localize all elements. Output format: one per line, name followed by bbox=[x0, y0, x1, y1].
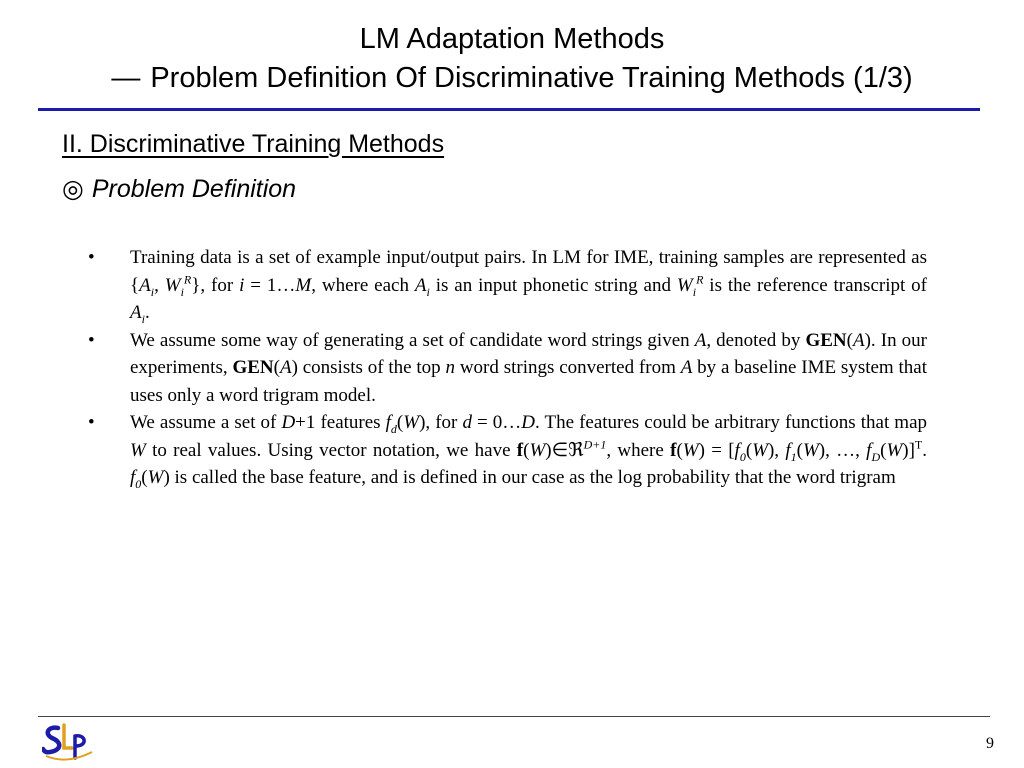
text-run: ) = [ bbox=[698, 439, 735, 461]
math-var: A bbox=[414, 274, 427, 296]
math-sub: i bbox=[692, 284, 697, 299]
title-divider bbox=[38, 108, 980, 111]
text-run: by a baseline IME system that uses only a word trigram model. bbox=[130, 357, 928, 406]
bullet-dot-icon: • bbox=[88, 247, 95, 268]
text-run: word strings converted from bbox=[455, 357, 681, 378]
math-var: f bbox=[130, 467, 136, 488]
math-sub: 0 bbox=[739, 449, 746, 464]
text-run: ), for bbox=[419, 412, 463, 433]
text-run: )] bbox=[902, 439, 915, 461]
math-var: A bbox=[694, 329, 707, 351]
text-run: ), …, bbox=[818, 439, 867, 461]
math-var: A bbox=[279, 357, 292, 378]
text-run: , where bbox=[606, 439, 671, 461]
math-var: W bbox=[403, 412, 420, 433]
text-run: We assume some way of generating a set of candidate word strings given bbox=[130, 329, 695, 351]
math-var: W bbox=[752, 439, 768, 461]
slide-title-line2: Problem Definition Of Discriminative Training Methods (1/3) bbox=[150, 62, 913, 94]
text-run: is the reference transcript of bbox=[703, 274, 927, 296]
text-run: , where each bbox=[311, 274, 415, 296]
bullet-item bbox=[85, 244, 927, 327]
text-run: . bbox=[922, 439, 928, 461]
math-bold: GEN bbox=[232, 357, 274, 378]
math-var: D bbox=[281, 412, 296, 433]
math-var: f bbox=[734, 439, 740, 461]
subsection-heading-text: Problem Definition bbox=[91, 175, 297, 203]
text-run: ( bbox=[141, 467, 148, 488]
math-var: W bbox=[802, 439, 819, 461]
slide-title-line1: LM Adaptation Methods bbox=[359, 23, 665, 55]
bullet-item bbox=[85, 327, 927, 410]
bullet-dot-icon: • bbox=[88, 412, 95, 433]
math-var: d bbox=[462, 412, 472, 433]
math-var: i bbox=[239, 274, 245, 296]
math-var: W bbox=[886, 439, 903, 461]
double-circle-icon: ◎ bbox=[62, 175, 84, 203]
text-run: ( bbox=[880, 439, 887, 461]
text-run: . The features could be arbitrary functions that map bbox=[535, 412, 928, 433]
text-run: ( bbox=[676, 439, 683, 461]
text-run: . bbox=[144, 302, 150, 323]
math-var: f bbox=[866, 439, 872, 461]
footer-divider bbox=[38, 716, 990, 717]
math-var: A bbox=[130, 302, 142, 323]
math-sup: D+1 bbox=[583, 437, 607, 452]
math-var: f bbox=[385, 412, 391, 433]
text-run: ( bbox=[846, 329, 853, 351]
math-var: W bbox=[529, 439, 546, 461]
text-run: +1 features bbox=[295, 412, 386, 433]
bullet-text bbox=[130, 244, 927, 327]
bullet-text bbox=[130, 409, 927, 492]
text-run: )∈ℜ bbox=[545, 439, 584, 461]
slp-logo bbox=[42, 722, 94, 767]
bullet-list bbox=[85, 244, 927, 492]
math-var: W bbox=[676, 274, 693, 296]
math-sub: i bbox=[426, 284, 430, 299]
text-run: , denoted by bbox=[706, 329, 806, 351]
math-var: n bbox=[445, 357, 455, 378]
slide-title-line2-row bbox=[0, 59, 1024, 98]
section-heading: II. Discriminative Training Methods bbox=[62, 130, 445, 158]
math-sub: 0 bbox=[135, 476, 142, 491]
text-run: Training data is a set of example input/output pairs. In LM for IME, training samples are represented as { bbox=[130, 247, 927, 296]
slide-title bbox=[0, 20, 1024, 98]
math-sup: T bbox=[914, 437, 923, 452]
math-sub: i bbox=[180, 284, 184, 299]
text-run: ) consists of the top bbox=[291, 357, 446, 378]
bullet-item bbox=[85, 409, 927, 492]
math-bold: GEN bbox=[805, 329, 847, 351]
text-run: ( bbox=[523, 439, 530, 461]
bullet-dot-icon: • bbox=[88, 329, 95, 351]
math-var: W bbox=[682, 439, 699, 461]
text-run: to real values. Using vector notation, we have bbox=[145, 439, 517, 461]
page-number: 9 bbox=[986, 735, 994, 752]
text-run: , bbox=[154, 274, 165, 296]
math-sub: D bbox=[871, 449, 881, 464]
subsection-heading bbox=[62, 174, 296, 204]
text-run: ( bbox=[396, 412, 404, 433]
math-var: D bbox=[521, 412, 536, 433]
text-run: ). In our experiments, bbox=[130, 329, 928, 378]
text-run: We assume a set of bbox=[130, 412, 282, 433]
math-bold: f bbox=[516, 439, 524, 461]
text-run: = 1… bbox=[244, 274, 296, 296]
math-var: f bbox=[785, 439, 791, 461]
text-run: = 0… bbox=[471, 412, 522, 433]
math-var: A bbox=[139, 274, 151, 296]
text-run: is an input phonetic string and bbox=[429, 274, 677, 296]
math-var: A bbox=[680, 357, 693, 378]
text-run: ( bbox=[796, 439, 803, 461]
math-bold: f bbox=[670, 439, 677, 461]
title-dash: — bbox=[111, 62, 141, 94]
math-sup: R bbox=[183, 272, 192, 287]
math-var: W bbox=[147, 467, 164, 488]
math-var: A bbox=[853, 329, 865, 351]
text-run: }, for bbox=[191, 274, 240, 296]
math-sub: i bbox=[141, 311, 145, 326]
math-sub: i bbox=[150, 284, 155, 299]
math-sub: d bbox=[390, 421, 397, 436]
text-run: ( bbox=[273, 357, 280, 378]
math-var: W bbox=[164, 274, 181, 296]
text-run: ) is called the base feature, and is defined in our case as the log probability that the word trigram bbox=[163, 467, 896, 488]
math-var: W bbox=[130, 439, 146, 461]
bullet-text bbox=[130, 327, 927, 410]
text-run: ), bbox=[767, 439, 786, 461]
text-run: ( bbox=[745, 439, 753, 461]
math-var: M bbox=[295, 274, 312, 296]
slp-logo-icon bbox=[42, 722, 94, 762]
math-sub: 1 bbox=[790, 449, 797, 464]
math-sup: R bbox=[696, 272, 704, 287]
